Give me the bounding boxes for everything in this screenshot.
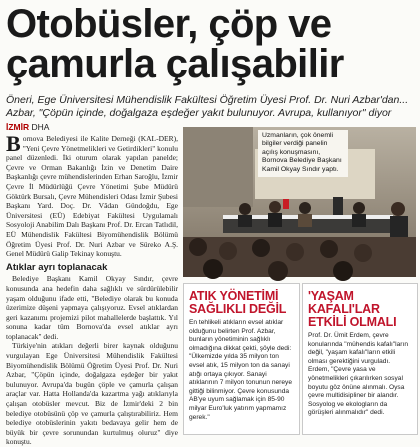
sidebar-box-title: ATIK YÖNETİMİ SAĞLIKLI DEĞİL <box>189 289 287 316</box>
sidebar-box-life-minded <box>302 283 418 435</box>
headline-line-2: çamurla çalışabilir <box>6 42 344 86</box>
article-paragraph-3: Türkiye'nin atıkları değerli birer kaynak olduğunu vurgulayan Ege Üniversitesi Mühendislik Fakültesi Biyomühendislik Bölümü Öğretim Üyesi Prof. Dr. Nuri Azbar, "Çöpün içinde, doğalgaza eşdeğer bir yakıt bulunuyor. Avrupa'da bugün çöple ve çamurla çalışan araçlar var. Hatta Hollanda'da kazartma yağı atıklarıyla çalışan otobüsler mevcut. Biz de İzmir'deki 2 bin belediye otobüsünü çöp ve çamurla çalıştırabiliriz. Hem belediye otobüslerinin yakıtı bedavaya gelir hem de büyük bir çevre sorunundan kurtulmuş oluruz" diye konuştu. <box>6 341 178 447</box>
headline <box>6 4 416 84</box>
byline-agency: DHA <box>31 122 50 132</box>
headline-line-1: Otobüsler, çöp ve <box>6 2 332 46</box>
sidebar-box-title: 'YAŞAM KAFALI'LAR ETKİLİ OLMALI <box>308 289 397 329</box>
photo-caption: Uzmanların, çok önemli bilgiler verdiği panelin açılış konuşmasını, Bornova Belediye Başkanı Kamil Okyay Sındır yaptı. <box>258 130 348 177</box>
article-body <box>6 131 178 447</box>
sidebar-box-waste-management <box>183 283 300 435</box>
sidebar-box-text: En tehlikeli atıkların evsel atıklar olduğunu belirten Prof. Azbar, bunların yönetiminin sağlıklı olmadığına dikkat çekti, şöyle dedi: "Ülkemizde yılda 35 milyon ton evsel atık, 15 milyon ton da sanayi atığı ortaya çıkıyor. Sanayi atıklarının 7 milyon tonunun nereye gittiği bilinmiyor. Çevre konusunda AB'ye uyum sağlamak için 85-90 milyar Euro'luk yatırım yapmamız gerek." <box>189 319 292 421</box>
article-paragraph-2: Belediye Başkanı Kamil Okyay Sındır, çevre konusunda ana hedefin daha sağlıklı ve sürdürülebilir yaşam olduğunu ifade etti, "Belediye olarak bu konuda üzerimize düşeni yapmaya çalışıyoruz. Evsel atıklardan geri kazanımı projemizi pilot mahallelerde başlattık. Yıl sonuna kadar tüm Bornova'da evsel atıklar ayrı toplanacak" dedi. <box>6 274 178 341</box>
subheadline: Öneri, Ege Üniversitesi Mühendislik Fakültesi Öğretim Üyesi Prof. Dr. Nuri Azbar'dan... Azbar, "Çöpün içinde, doğalgaza eşdeğer yakıt bulunuyor. Avrupa, kullanıyor" diyor <box>6 94 409 119</box>
sidebar-box-text: Prof. Dr. Ümit Erdem, çevre konularında "mühendis kafalı"ların değil, "yaşam kafalı"ların etkili olması gerektiğini vurguladı. Erdem, "Çevre yasa ve yönetmelikleri çıkarılırken sosyal boyutu göz önüne alınmalı. Oysa çevre multidisipliner bir alandır. Sosyolog ve ekologların da görüşleri alınmalıdır" dedi. <box>308 332 408 417</box>
article-paragraph-1-text: ornova Belediyesi ile Kalite Derneği (KAL-DER), "Yeni Çevre Yönetmelikleri ve Getirdikleri" konulu panel düzenledi. İki oturum olarak yapılan panelde; Çevre ve Orman Bakanlığı İzin ve Denetim Daire Başkanlığı çevre mühendislerinden Erhan Saroğlu, İzmir Çevre İl Müdürlüğü Çevre Yönetimi Şube Müdürü Göktürk Bursalı, Çevre Mühendisleri Odası İzmir Şubesi Başkanı Yard. Doç. Dr. Vâdan Gündoğdu, Ege Üniversitesi (EÜ) Edebiyat Fakültesi Uygulamalı Sosyoloji Anabilim Dalı Başkanı Prof. Dr. Ercan Tatlıdil, EÜ Mühendislik Fakültesi Biyomühendislik Bölümü Öğretim Üyesi Prof. Dr. Nuri Azbar ve Süreko A.Ş. Genel Müdürü Galip Tekinay konuştu. <box>6 134 178 259</box>
byline-city: İZMİR <box>6 122 30 132</box>
article-paragraph-1 <box>6 131 178 259</box>
article-subtitle: Atıklar ayrı toplanacak <box>6 261 108 273</box>
drop-cap: B <box>6 131 21 156</box>
